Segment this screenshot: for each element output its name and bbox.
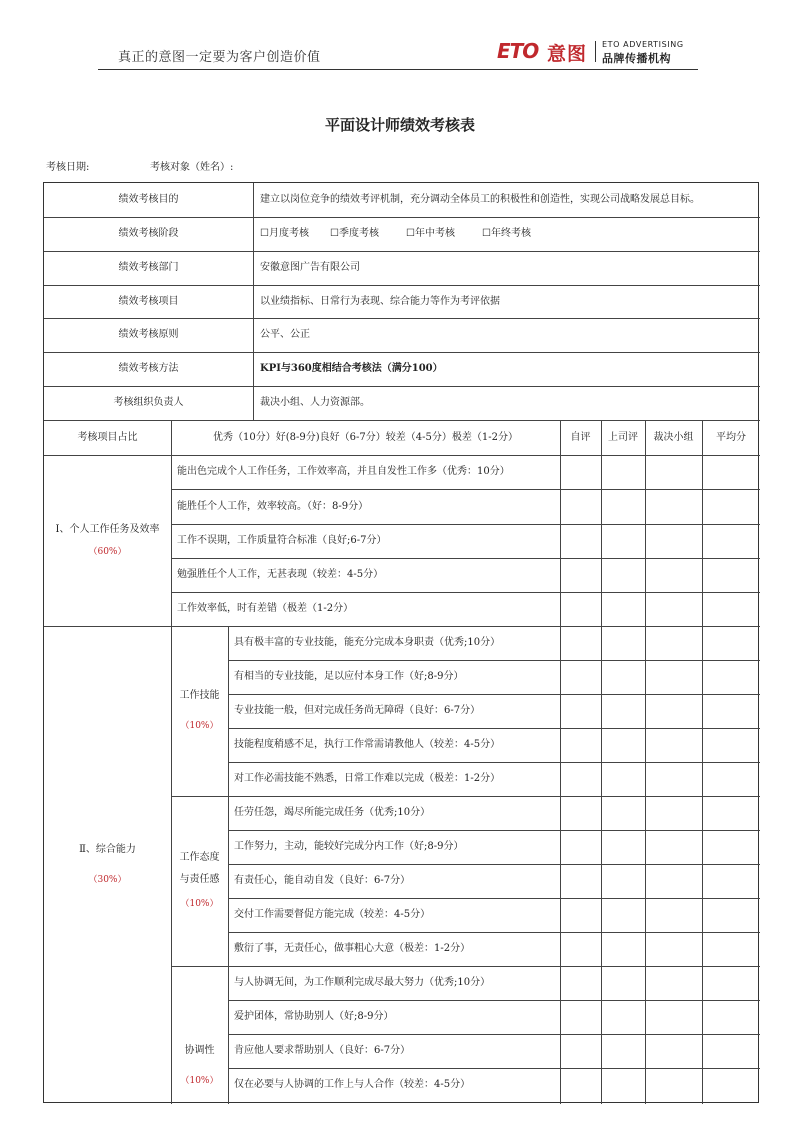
criterion-row: 敷衍了事，无责任心，做事粗心大意（极差：1-2分） xyxy=(234,943,471,954)
header-divider xyxy=(98,69,698,70)
col-header-average: 平均分 xyxy=(716,431,746,443)
review-subject-label: 考核对象（姓名）: xyxy=(150,162,234,173)
stage-option-yearend[interactable]: ☐年终考核 xyxy=(482,228,531,239)
criterion-row: 技能程度稍感不足，执行工作常需请教他人（较差：4-5分） xyxy=(234,739,501,750)
criterion-row: 勉强胜任个人工作，无甚表现（较差：4-5分） xyxy=(177,569,384,580)
col-header-self: 自评 xyxy=(570,431,591,443)
group-attitude-label xyxy=(171,796,228,966)
grid-line xyxy=(702,420,703,1104)
criterion-row: 专业技能一般，但对完成任务尚无障碍（良好：6-7分） xyxy=(234,705,481,716)
section2-name: Ⅱ、综合能力 xyxy=(79,844,136,855)
info-label-items: 绩效考核项目 xyxy=(118,295,179,307)
header-slogan: 真正的意图一定要为客户创造价值 xyxy=(118,50,321,65)
group-coordination-label xyxy=(171,966,228,1104)
info-value-organizer: 裁决小组、人力资源部。 xyxy=(260,397,370,408)
criterion-row: 任劳任怨，竭尽所能完成任务（优秀;10分） xyxy=(234,807,431,818)
section2-label xyxy=(44,626,171,1104)
criterion-row: 对工作必需技能不熟悉，日常工作难以完成（极差：1-2分） xyxy=(234,773,501,784)
section2-weight: （30%） xyxy=(88,875,127,885)
grid-line xyxy=(228,626,229,1104)
criterion-row: 能出色完成个人工作任务，工作效率高，并且自发性工作多（优秀：10分） xyxy=(177,466,510,477)
info-label-principle: 绩效考核原则 xyxy=(118,329,179,340)
group-attitude-weight: （10%） xyxy=(180,899,219,909)
criterion-row: 具有极丰富的专业技能，能充分完成本身职责（优秀;10分） xyxy=(234,637,501,648)
grid-line xyxy=(601,420,602,1104)
logo-cn-text: 意图 xyxy=(547,43,588,65)
logo-en-text: ETO ADVERTISING xyxy=(602,40,684,49)
col-header-supervisor: 上司评 xyxy=(608,431,638,443)
group-coordination-name: 协调性 xyxy=(184,1045,215,1056)
group-attitude-name-line2: 与责任感 xyxy=(179,874,220,885)
criterion-row: 能胜任个人工作，效率较高。（好：8-9分） xyxy=(177,500,369,512)
logo-eto-text: ETO xyxy=(497,39,539,63)
stage-option-monthly[interactable]: ☐月度考核 xyxy=(260,228,309,239)
info-value-principle: 公平、公正 xyxy=(260,329,310,340)
stage-option-midyear[interactable]: ☐年中考核 xyxy=(406,228,455,239)
company-logo xyxy=(497,38,697,66)
info-value-method: KPI与360度相结合考核法（满分100） xyxy=(260,363,443,374)
grid-line xyxy=(253,183,254,420)
group-coordination-weight: （10%） xyxy=(180,1076,219,1086)
col-header-panel: 裁决小组 xyxy=(653,431,694,443)
logo-divider xyxy=(595,41,596,62)
info-value-purpose: 建立以岗位竞争的绩效考评机制，充分调动全体员工的积极性和创造性，实现公司战略发展总目标。 xyxy=(260,194,700,205)
col-header-scale: 优秀（10分）好(8-9分)良好（6-7分）较差（4-5分）极差（1-2分） xyxy=(213,431,518,443)
info-label-purpose: 绩效考核目的 xyxy=(118,194,179,205)
group-skills-weight: （10%） xyxy=(180,721,219,731)
logo-tagline: 品牌传播机构 xyxy=(602,52,671,65)
info-label-stage: 绩效考核阶段 xyxy=(118,228,179,239)
grid-line xyxy=(645,420,646,1104)
group-skills-name: 工作技能 xyxy=(179,690,220,701)
col-header-item-ratio: 考核项目占比 xyxy=(77,431,138,443)
section1-name: Ⅰ、个人工作任务及效率 xyxy=(55,523,160,535)
criterion-row: 有责任心，能自动自发（良好：6-7分） xyxy=(234,875,411,886)
criterion-row: 交付工作需要督促方能完成（较差：4-5分） xyxy=(234,909,431,920)
stage-option-quarterly[interactable]: ☐季度考核 xyxy=(330,228,379,239)
page-title: 平面设计师绩效考核表 xyxy=(324,116,475,134)
appraisal-table xyxy=(43,182,759,1103)
criterion-row: 有相当的专业技能，足以应付本身工作（好;8-9分） xyxy=(234,671,464,682)
criterion-row: 肯应他人要求帮助别人（良好：6-7分） xyxy=(234,1045,411,1056)
criterion-row: 爱护团体，常协助别人（好;8-9分） xyxy=(234,1011,394,1022)
group-attitude-name-line1: 工作态度 xyxy=(179,852,220,863)
info-value-items: 以业绩指标、日常行为表现、综合能力等作为考评依据 xyxy=(260,295,500,307)
info-label-department: 绩效考核部门 xyxy=(118,262,179,273)
review-date-label: 考核日期: xyxy=(46,162,90,173)
grid-line xyxy=(560,420,561,1104)
criterion-row: 与人协调无间，为工作顺利完成尽最大努力（优秀;10分） xyxy=(234,977,491,988)
criterion-row: 工作不误期，工作质量符合标准（良好;6-7分） xyxy=(177,535,387,546)
info-label-organizer: 考核组织负责人 xyxy=(113,397,184,408)
info-label-method: 绩效考核方法 xyxy=(118,363,179,374)
info-value-department: 安徽意图广告有限公司 xyxy=(260,262,360,273)
group-skills-label xyxy=(171,626,228,796)
criterion-row: 工作努力，主动，能较好完成分内工作（好;8-9分） xyxy=(234,841,464,852)
criterion-row: 仅在必要与人协调的工作上与人合作（较差：4-5分） xyxy=(234,1079,471,1090)
section1-weight: （60%） xyxy=(88,546,127,557)
section1-label xyxy=(44,455,171,626)
criterion-row: 工作效率低，时有差错（极差（1-2分） xyxy=(177,603,354,614)
